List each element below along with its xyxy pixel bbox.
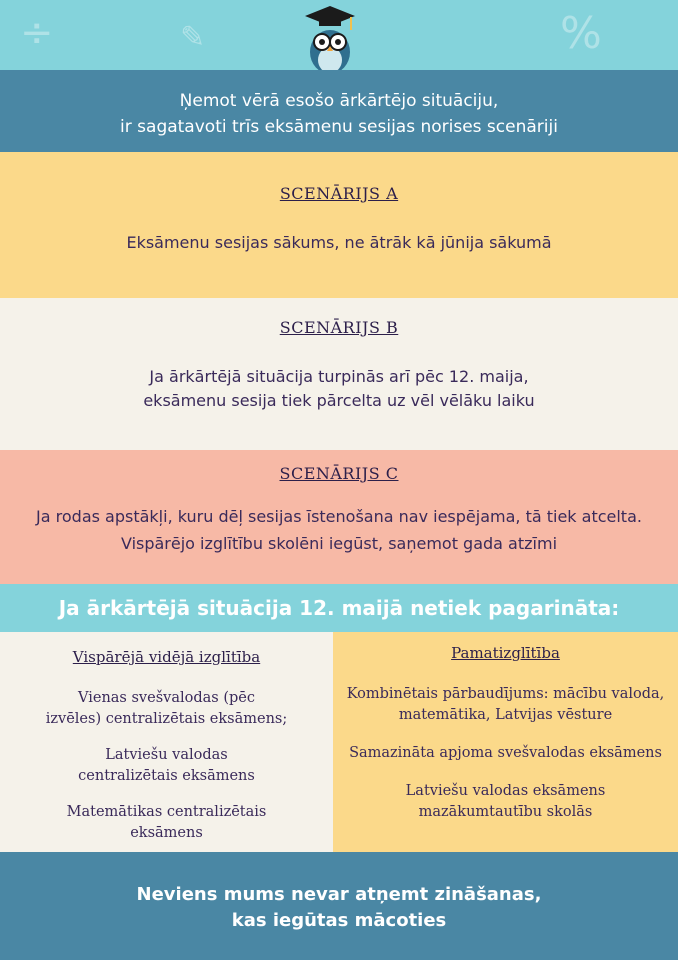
list-item-line: Samazināta apjoma svešvalodas eksāmens: [349, 745, 662, 761]
list-item-line: Latviešu valodas eksāmens: [405, 783, 606, 799]
basic-education-column: [333, 632, 678, 852]
condition-banner: Ja ārkārtējā situācija 12. maijā netiek pagarināta:: [0, 584, 678, 632]
list-item: [333, 781, 678, 823]
scenario-c-section: [0, 450, 678, 584]
list-item-line: matemātika, Latvijas vēsture: [398, 707, 613, 723]
intro-line: ir sagatavoti trīs eksāmenu sesijas norises scenāriji: [120, 117, 558, 137]
general-secondary-column: [0, 632, 333, 852]
decor-symbol: ÷: [20, 10, 54, 56]
column-heading: Vispārējā vidējā izglītība: [72, 648, 261, 666]
scenario-b-section: [0, 298, 678, 450]
owl-graduate-icon: [303, 4, 357, 76]
list-item-line: izvēles) centralizētais eksāmens;: [45, 711, 288, 727]
list-item: [0, 688, 333, 730]
list-item: [0, 802, 333, 844]
scenario-c-text: Vispārējo izglītību skolēni iegūst, saņemot gada atzīmi: [120, 534, 558, 553]
scenario-b-text: eksāmenu sesija tiek pārcelta uz vēl vēlāku laiku: [143, 391, 535, 410]
list-item-line: eksāmens: [130, 825, 203, 841]
intro-line: Ņemot vērā esošo ārkārtējo situāciju,: [179, 91, 499, 111]
footer-section: [0, 852, 678, 960]
list-item-line: Latviešu valodas: [105, 747, 228, 763]
scenario-c-title: SCENĀRIJS C: [279, 464, 399, 483]
scenario-a-title: SCENĀRIJS A: [279, 184, 399, 203]
list-item: [0, 745, 333, 787]
list-item-line: mazākumtautību skolās: [418, 804, 593, 820]
list-item-line: Vienas svešvalodas (pēc: [78, 690, 255, 706]
list-item: [333, 684, 678, 726]
education-columns: [0, 632, 678, 852]
footer-line: kas iegūtas mācoties: [231, 910, 447, 931]
column-heading: Pamatizglītība: [451, 644, 560, 662]
intro-section: [0, 70, 678, 152]
list-item-line: centralizētais eksāmens: [78, 768, 255, 784]
footer-line: Neviens mums nevar atņemt zināšanas,: [136, 884, 542, 905]
list-item-line: Kombinētais pārbaudījums: mācību valoda,: [346, 686, 665, 702]
scenario-b-title: SCENĀRIJS B: [279, 318, 399, 337]
scenario-a-section: [0, 152, 678, 298]
decor-symbol: %: [560, 8, 602, 59]
list-item-line: Matemātikas centralizētais: [66, 804, 267, 820]
scenario-c-text: Ja rodas apstākļi, kuru dēļ sesijas īstenošana nav iespējama, tā tiek atcelta.: [36, 507, 642, 526]
scenario-a-text: Eksāmenu sesijas sākums, ne ātrāk kā jūnija sākumā: [126, 233, 552, 252]
decor-symbol: ✎: [180, 20, 206, 55]
scenario-b-text: Ja ārkārtējā situācija turpinās arī pēc 12. maija,: [149, 367, 529, 386]
list-item: [333, 743, 678, 764]
